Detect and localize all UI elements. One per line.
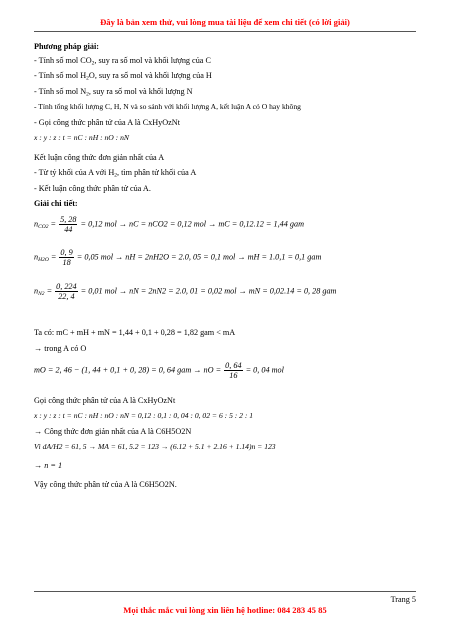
molar-mass-equation: Vì dA/H2 = 61, 5 → MA = 61, 5.2 = 123 → (6.12 + 5.1 + 2.16 + 1.14)n = 123: [34, 442, 276, 451]
method-step-5: - Gọi công thức phân tử của A là CxHyOzNt: [34, 118, 180, 127]
mole-ratio: x : y : z : t = nC : nH : nO : nN = 0,12 : 0,1 : 0, 04 : 0, 02 = 6 : 5 : 2 : 1: [34, 411, 254, 420]
method-title: Phương pháp giải:: [34, 42, 99, 51]
equation-h2o: $n_{H2O}$ = $\frac{0, 9}{18}$ = 0,05 mol → nH = 2nH2O = 2.0, 05 = 0,1 mol → mH = 1.0,1 = 0,1 gam: [34, 248, 322, 267]
method-step-1: - Tính số mol $CO_2$, suy ra số mol và khối lượng của C: [34, 56, 211, 67]
hotline-banner: Mọi thắc mắc vui lòng xin liên hệ hotline: 084 283 45 85: [123, 605, 327, 615]
solution-title: Giải chi tiết:: [34, 199, 78, 208]
preview-banner: Đây là bản xem thử, vui lòng mua tài liệu để xem chi tiết (có lời giải): [100, 17, 350, 27]
mass-sum: Ta có: mC + mH + mN = 1,44 + 0,1 + 0,28 = 1,82 gam < mA: [34, 328, 236, 337]
method-step-8: - Kết luận công thức phân tử của A.: [34, 184, 151, 193]
formula-assumption: Gọi công thức phân tử của A là CxHyOzNt: [34, 396, 176, 405]
header-rule: [34, 31, 416, 32]
page-number: Trang 5: [390, 595, 416, 604]
method-step-4: - Tính tổng khối lượng C, H, N và so sánh với khối lượng A, kết luận A có O hay không: [34, 102, 301, 111]
final-conclusion: Vậy công thức phân tử của A là C6H5O2N.: [34, 480, 177, 489]
oxygen-conclusion: → trong A có O: [34, 344, 87, 353]
equation-oxygen: mO = 2, 46 − (1, 44 + 0,1 + 0, 28) = 0, 64 gam → nO = $\frac{0, 64}{16}$ = 0, 04 mol: [34, 361, 284, 380]
equation-co2: $n_{CO2}$ = $\frac{5, 28}{44}$ = 0,12 mol → nC = nCO2 = 0,12 mol → mC = 0,12.12 = 1,44 gam: [34, 215, 304, 234]
empirical-formula: → Công thức đơn giản nhất của A là C6H5O2N: [34, 427, 192, 436]
method-step-3: - Tính số mol $N_2$, suy ra số mol và khối lượng N: [34, 87, 193, 98]
n-value: → n = 1: [34, 461, 63, 470]
method-ratio: x : y : z : t = nC : nH : nO : nN: [34, 133, 129, 142]
equation-n2: $n_{N2}$ = $\frac{0, 224}{22, 4}$ = 0,01 mol → nN = 2nN2 = 2.0, 01 = 0,02 mol → mN = 0,02.14 = 0, 28 gam: [34, 282, 337, 301]
method-step-2: - Tính số mol $H_2O$, suy ra số mol và khối lượng của H: [34, 71, 212, 82]
method-step-7: - Từ tỷ khối của A với $H_2$, tìm phân tử khối của A: [34, 168, 197, 179]
footer-rule: [34, 591, 416, 592]
method-step-6: Kết luận công thức đơn giản nhất của A: [34, 153, 165, 162]
